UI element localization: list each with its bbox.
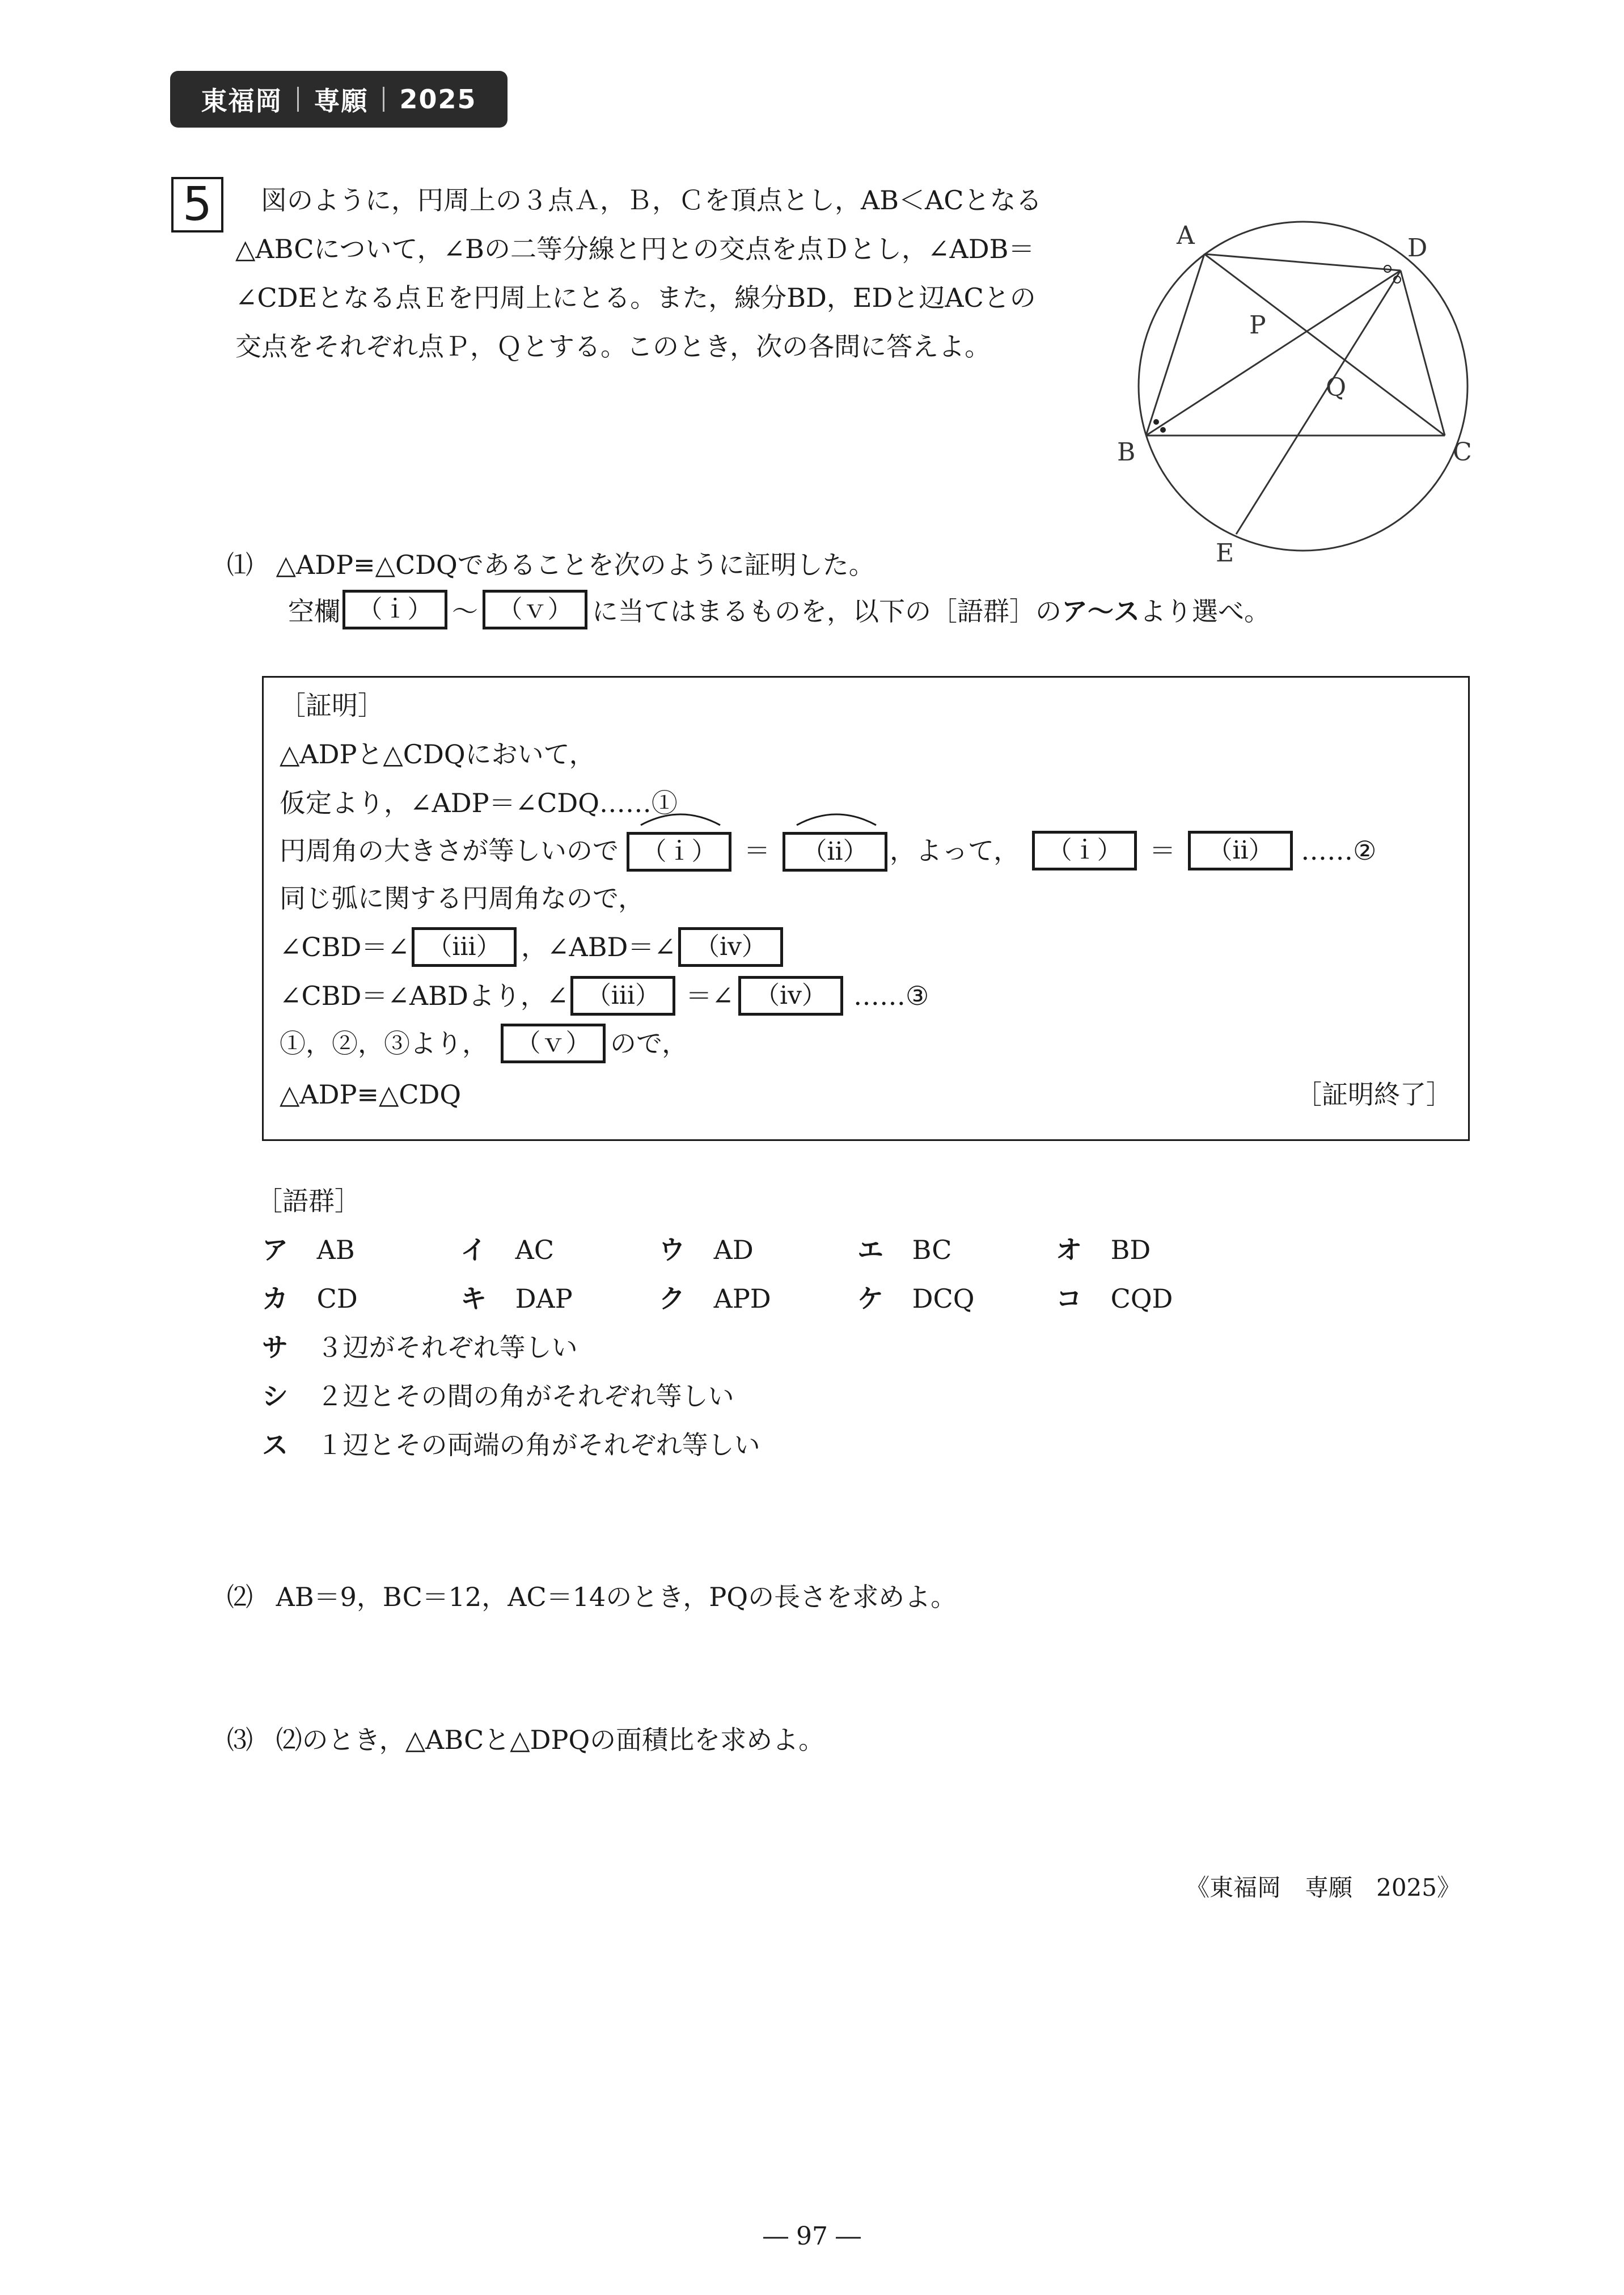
proof-l6-a: ∠CBD＝∠ABDより，∠ xyxy=(280,980,569,1011)
instruction-tilde: ～ xyxy=(452,596,478,627)
word-item xyxy=(1056,1278,1173,1316)
part3 xyxy=(227,1719,824,1757)
blank-v: （ｖ） xyxy=(501,1024,606,1063)
equals: ＝ xyxy=(744,835,770,866)
segment-BD xyxy=(1146,271,1401,436)
word-value: DAP xyxy=(515,1283,573,1314)
word-item xyxy=(659,1229,754,1267)
word-value: BC xyxy=(912,1235,952,1265)
word-item xyxy=(857,1278,974,1316)
segment-DC xyxy=(1401,271,1445,436)
label-E: E xyxy=(1216,539,1234,568)
word-key: オ xyxy=(1056,1235,1082,1265)
word-item xyxy=(262,1425,760,1462)
arc-blank-i xyxy=(627,830,731,872)
word-value: DCQ xyxy=(912,1283,975,1314)
word-key: エ xyxy=(857,1235,883,1265)
blank-i: （ｉ） xyxy=(342,590,447,629)
word-item xyxy=(460,1278,573,1316)
word-key: キ xyxy=(460,1283,487,1314)
header-tag xyxy=(170,71,508,128)
word-key: カ xyxy=(262,1283,288,1314)
word-value: ２辺とその間の角がそれぞれ等しい xyxy=(316,1381,734,1411)
word-key: ス xyxy=(262,1430,288,1460)
segment-DE xyxy=(1236,271,1401,534)
proof-l6-ref: ……③ xyxy=(853,980,929,1011)
part3-text: ⑵のとき，△ABCと△DPQの面積比を求めよ。 xyxy=(276,1725,825,1755)
header-separator xyxy=(297,87,299,112)
proof-line-2: 仮定より，∠ADP＝∠CDQ……① xyxy=(280,788,678,818)
word-key: サ xyxy=(262,1332,288,1363)
word-key: コ xyxy=(1056,1283,1082,1314)
proof-title: ［証明］ xyxy=(280,690,384,721)
word-key: シ xyxy=(262,1381,288,1411)
source-citation: 《東福岡 専願 2025》 xyxy=(1186,1874,1461,1901)
proof-line-3 xyxy=(280,830,1376,872)
part1-text: △ADP≡△CDQであることを次のように証明した。 xyxy=(276,550,875,580)
proof-line-5 xyxy=(280,927,783,967)
arc-icon xyxy=(794,807,879,827)
word-item xyxy=(460,1229,554,1267)
angle-mark-dot xyxy=(1153,419,1159,425)
instruction-pre: 空欄 xyxy=(288,596,340,627)
word-bank-title: ［語群］ xyxy=(256,1186,361,1216)
word-item xyxy=(857,1229,951,1267)
word-item xyxy=(262,1278,358,1316)
header-school: 東福岡 xyxy=(201,86,283,116)
proof-l3-text: 円周角の大きさが等しいので xyxy=(280,835,619,866)
blank-i: （ｉ） xyxy=(627,832,731,872)
word-item xyxy=(262,1327,578,1364)
proof-l5-a: ∠CBD＝∠ xyxy=(280,932,409,962)
blank-v: （ｖ） xyxy=(483,590,587,629)
proof-l7-b: ので， xyxy=(610,1028,688,1059)
instruction-bold: ア～ス xyxy=(1061,596,1140,627)
blank-iii: （ⅲ） xyxy=(412,927,517,967)
word-key: ク xyxy=(659,1283,685,1314)
proof-l7-a: ①，②，③より， xyxy=(280,1028,488,1059)
blank-iii: （ⅲ） xyxy=(570,976,675,1016)
circle xyxy=(1139,222,1467,551)
label-A: A xyxy=(1177,221,1195,250)
word-value: CQD xyxy=(1110,1283,1173,1314)
word-value: AD xyxy=(713,1235,754,1265)
part1-number: ⑴ xyxy=(227,550,253,580)
arc-blank-ii xyxy=(783,830,887,872)
blank-ii: （ⅱ） xyxy=(783,832,887,872)
word-value: ３辺がそれぞれ等しい xyxy=(316,1332,578,1363)
word-value: AB xyxy=(316,1235,355,1265)
part1-instruction xyxy=(288,590,1270,629)
proof-l5-b: ，∠ABD＝∠ xyxy=(521,932,676,962)
word-key: ウ xyxy=(659,1235,685,1265)
segment-AD xyxy=(1204,254,1401,271)
label-C: C xyxy=(1453,438,1472,467)
word-value: AC xyxy=(515,1235,555,1265)
word-value: １辺とその両端の角がそれぞれ等しい xyxy=(316,1430,760,1460)
word-key: イ xyxy=(460,1235,487,1265)
part1-statement xyxy=(227,544,875,582)
word-item xyxy=(262,1376,734,1413)
part2-number: ⑵ xyxy=(227,1582,253,1612)
word-item xyxy=(262,1229,355,1267)
blank-iv: （ⅳ） xyxy=(738,976,843,1016)
label-P: P xyxy=(1249,311,1266,340)
proof-end: ［証明終了］ xyxy=(1296,1079,1452,1110)
proof-line-6 xyxy=(280,976,929,1016)
word-item xyxy=(659,1278,771,1316)
proof-l3-ref: ……② xyxy=(1301,835,1377,866)
proof-line-1: △ADPと△CDQにおいて， xyxy=(280,739,595,770)
question-intro: 図のように，円周上の３点Ａ，Ｂ，Ｃを頂点とし，AB＜ACとなる△ABCについて，∠Bの二等分線と円との交点を点Ｄとし，∠ADB＝∠CDEとなる点Ｅを円周上にとる。また，線分BD，EDと辺ACとの交点をそれぞれ点Ｐ，Ｑとする。このとき，次の各問に答えよ。 xyxy=(235,185,1042,362)
word-key: ケ xyxy=(857,1283,883,1314)
proof-l3-therefore: ，よって， xyxy=(890,835,1020,866)
blank-i: （ｉ） xyxy=(1032,831,1137,870)
segment-AB xyxy=(1146,254,1204,436)
proof-line-7 xyxy=(280,1024,688,1063)
angle-mark-dot xyxy=(1160,427,1166,433)
geometry-figure xyxy=(1094,204,1491,578)
page-number: ― 97 ― xyxy=(763,2222,861,2251)
label-B: B xyxy=(1117,438,1136,467)
proof-line-8: △ADP≡△CDQ xyxy=(280,1079,462,1110)
arc-icon xyxy=(638,807,723,827)
proof-box xyxy=(262,676,1470,1141)
header-separator xyxy=(383,87,384,112)
instruction-end: より選べ。 xyxy=(1140,596,1270,627)
word-value: APD xyxy=(713,1283,771,1314)
word-item xyxy=(1056,1229,1151,1267)
label-D: D xyxy=(1407,234,1428,263)
proof-line-4: 同じ弧に関する円周角なので， xyxy=(280,883,645,914)
word-key: ア xyxy=(262,1235,288,1265)
header-type: 専願 xyxy=(314,86,369,116)
part2-text: AB＝9，BC＝12，AC＝14のとき，PQの長さを求めよ。 xyxy=(276,1582,957,1612)
instruction-post: に当てはまるものを，以下の［語群］の xyxy=(592,596,1061,627)
label-Q: Q xyxy=(1326,373,1347,402)
part3-number: ⑶ xyxy=(227,1725,253,1755)
blank-iv: （ⅳ） xyxy=(678,927,783,967)
header-year: 2025 xyxy=(399,84,477,115)
question-number: 5 xyxy=(171,177,223,233)
word-value: BD xyxy=(1110,1235,1151,1265)
proof-l6-b: ＝∠ xyxy=(686,980,734,1011)
word-value: CD xyxy=(316,1283,358,1314)
equals: ＝ xyxy=(1149,835,1176,866)
segment-AC xyxy=(1204,254,1445,436)
part2 xyxy=(227,1577,957,1614)
blank-ii: （ⅱ） xyxy=(1188,831,1293,870)
